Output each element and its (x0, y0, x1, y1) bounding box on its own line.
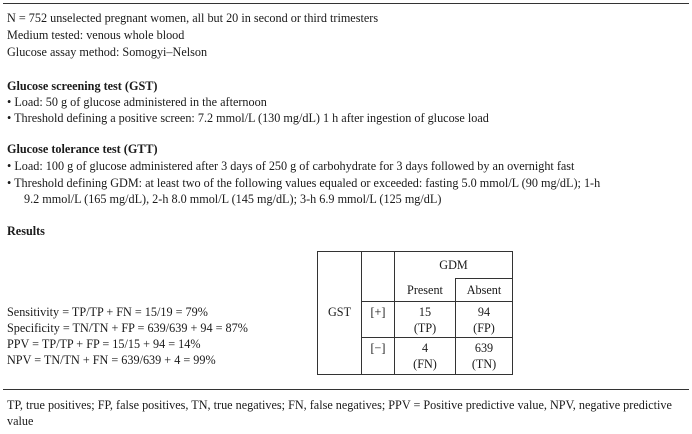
corner-cell (362, 279, 395, 302)
npv-text: NPV = TN/TN + FN = 639/639 + 4 = 99% (7, 353, 216, 367)
ppv-text: PPV = TP/TP + FP = 15/15 + 94 = 14% (7, 337, 201, 351)
gtt-heading: Glucose tolerance test (GTT) (7, 142, 158, 156)
tn-label: (TN) (471, 357, 497, 371)
corner-cell (318, 252, 362, 279)
corner-cell (318, 279, 362, 302)
gst-load-bullet: • Load: 50 g of glucose administered in the afternoon (7, 95, 267, 109)
gtt-threshold-bullet: • Threshold defining GDM: at least two of the following values equaled or exceeded: fasting 5.0 mmol/L (90 mg/dL); 1-h (7, 176, 601, 190)
gtt-threshold-continuation: 9.2 mmol/L (165 mg/dL), 2-h 8.0 mmol/L (145 mg/dL); 3-h 6.9 mmol/L (125 mg/dL) (24, 192, 442, 206)
gst-row-label: GST (318, 302, 362, 375)
gst-heading: Glucose screening test (GST) (7, 79, 158, 93)
negative-row-label: [−] (362, 338, 395, 375)
contingency-table (317, 251, 513, 375)
population-text: N = 752 unselected pregnant women, all but 20 in second or third trimesters (7, 11, 379, 25)
fn-cell (395, 338, 456, 375)
top-rule (3, 3, 689, 4)
bottom-rule (3, 389, 689, 390)
results-heading: Results (7, 224, 45, 238)
corner-cell (362, 252, 395, 279)
tp-value: 15 (418, 304, 432, 319)
absent-header: Absent (456, 279, 513, 302)
fp-cell (456, 302, 513, 338)
fn-label: (FN) (413, 357, 437, 371)
fp-value: 94 (477, 304, 491, 319)
tp-label: (TP) (413, 320, 437, 335)
sensitivity-text: Sensitivity = TP/TP + FN = 15/19 = 79% (7, 305, 208, 319)
positive-row-label: [+] (362, 302, 395, 338)
tn-value: 639 (474, 341, 494, 355)
assay-text: Glucose assay method: Somogyi–Nelson (7, 45, 208, 59)
medium-text: Medium tested: venous whole blood (7, 28, 185, 42)
tn-cell (456, 338, 513, 375)
specificity-text: Specificity = TN/TN + FP = 639/639 + 94 = 87% (7, 321, 248, 335)
fp-label: (FP) (473, 320, 495, 335)
present-header: Present (395, 279, 456, 302)
gdm-header: GDM (395, 252, 513, 279)
tp-cell (395, 302, 456, 338)
fn-value: 4 (421, 341, 429, 355)
gtt-load-bullet: • Load: 100 g of glucose administered after 3 days of 250 g of carbohydrate for 3 days followed by an overnight fast (7, 159, 575, 173)
footnote: TP, true positives; FP, false positives, TN, true negatives; FN, false negatives; PPV = Positive predictive value, NPV, negative predictive value (7, 398, 672, 428)
gst-threshold-bullet: • Threshold defining a positive screen: 7.2 mmol/L (130 mg/dL) 1 h after ingestion of glucose load (7, 111, 489, 125)
